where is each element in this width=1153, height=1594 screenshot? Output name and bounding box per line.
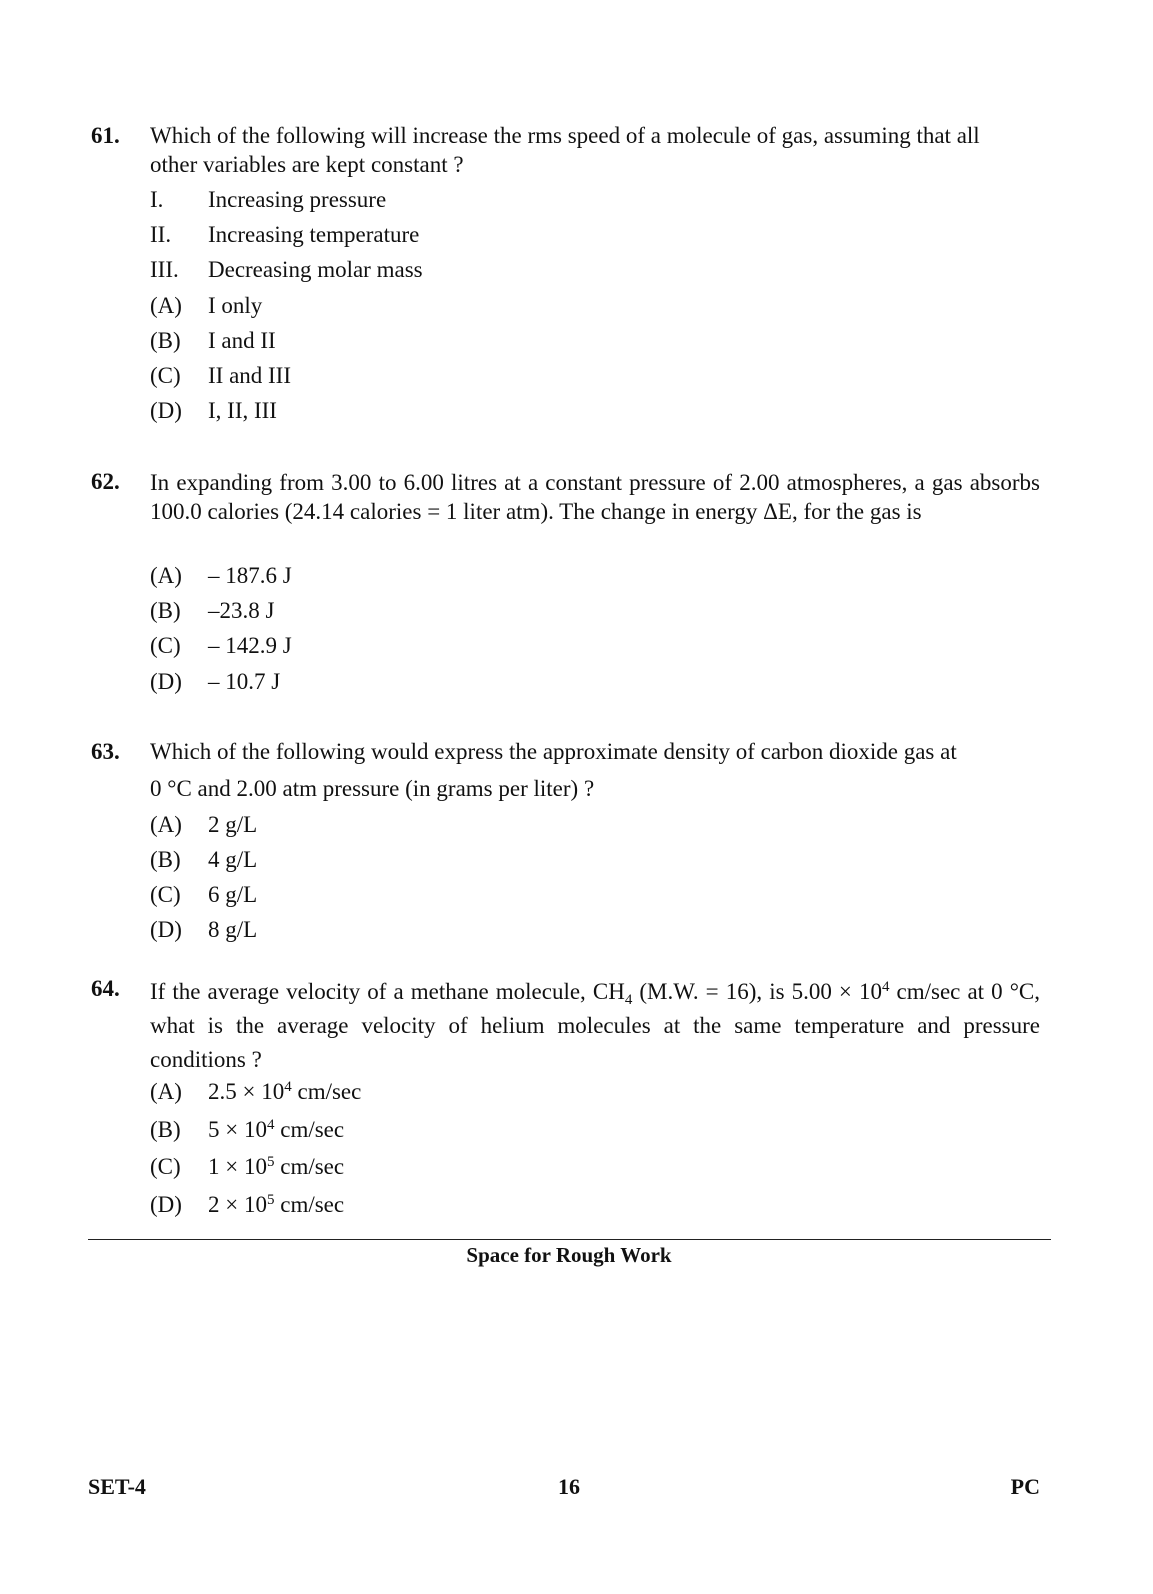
option-exponent: 4 xyxy=(284,1079,292,1095)
stem-text: cm/sec at 0 °C, what is the average velocity of helium molecules at the same temperature and pressure conditions ? xyxy=(150,979,1040,1072)
option-d xyxy=(150,397,277,426)
option-a xyxy=(150,562,292,591)
option-label: (D) xyxy=(150,669,182,694)
stem-superscript: 4 xyxy=(881,979,890,995)
option-c xyxy=(150,362,291,391)
option-c xyxy=(150,881,257,910)
statement-text: Decreasing molar mass xyxy=(208,257,423,282)
option-text: I and II xyxy=(208,328,276,353)
option-unit: cm/sec xyxy=(291,1079,362,1104)
option-label: (C) xyxy=(150,1154,181,1179)
option-label: (C) xyxy=(150,363,181,388)
statement-item xyxy=(150,256,423,285)
option-d xyxy=(150,668,280,697)
option-label: (A) xyxy=(150,293,182,318)
divider-rule xyxy=(88,1239,1051,1240)
option-text: –23.8 J xyxy=(208,598,275,623)
option-text: II and III xyxy=(208,363,292,388)
option-text: – 187.6 J xyxy=(208,563,292,588)
option-label: (D) xyxy=(150,1192,182,1217)
option-a xyxy=(150,811,257,840)
option-label: (A) xyxy=(150,812,182,837)
option-unit: cm/sec xyxy=(274,1192,345,1217)
question-stem: In expanding from 3.00 to 6.00 litres at a constant pressure of 2.00 atmospheres, a gas absorbs 100.0 calories (24.14 calories = 1 liter atm). The change in energy ΔE, for the gas is xyxy=(150,470,1040,524)
statement-label: I. xyxy=(150,187,164,212)
option-text: – 10.7 J xyxy=(208,669,281,694)
question-number: 64. xyxy=(91,976,120,1001)
option-unit: cm/sec xyxy=(274,1154,345,1179)
option-text: 8 g/L xyxy=(208,917,258,942)
option-label: (A) xyxy=(150,1079,182,1104)
option-exponent: 4 xyxy=(266,1117,275,1133)
option-text: 2 g/L xyxy=(208,812,258,837)
option-c xyxy=(150,1153,344,1182)
option-a xyxy=(150,292,262,321)
question-stem-line: Which of the following would express the approximate density of carbon dioxide gas at xyxy=(150,739,957,764)
option-base: 5 × 10 xyxy=(208,1117,267,1142)
footer-code: PC xyxy=(1010,1474,1040,1499)
option-a xyxy=(150,1078,361,1107)
footer-page-number: 16 xyxy=(558,1474,580,1499)
question-stem-line: 0 °C and 2.00 atm pressure (in grams per liter) ? xyxy=(150,776,595,801)
statement-label: III. xyxy=(150,257,179,282)
option-label: (C) xyxy=(150,633,181,658)
option-label: (B) xyxy=(150,1117,181,1142)
option-d xyxy=(150,1191,344,1220)
question-number: 63. xyxy=(91,739,120,764)
rough-work-label: Space for Rough Work xyxy=(466,1243,672,1267)
option-label: (A) xyxy=(150,563,182,588)
footer-set: SET-4 xyxy=(88,1474,146,1499)
option-text: 6 g/L xyxy=(208,882,258,907)
question-number: 62. xyxy=(91,469,120,494)
option-label: (D) xyxy=(150,398,182,423)
option-b xyxy=(150,597,274,626)
question-stem-line: Which of the following will increase the rms speed of a molecule of gas, assuming that all xyxy=(150,123,980,148)
statement-text: Increasing temperature xyxy=(208,222,420,247)
option-label: (D) xyxy=(150,917,182,942)
stem-text: If the average velocity of a methane molecule, CH xyxy=(150,979,625,1004)
question-stem xyxy=(150,975,1040,1077)
option-d xyxy=(150,916,257,945)
option-base: 1 × 10 xyxy=(208,1154,267,1179)
statement-label: II. xyxy=(150,222,172,247)
option-label: (B) xyxy=(150,598,181,623)
question-number: 61. xyxy=(91,123,120,148)
option-text: I, II, III xyxy=(208,398,277,423)
statement-item xyxy=(150,221,419,250)
option-b xyxy=(150,846,257,875)
stem-text: (M.W. = 16), is 5.00 × 10 xyxy=(632,979,882,1004)
option-label: (B) xyxy=(150,328,181,353)
option-base: 2 × 10 xyxy=(208,1192,267,1217)
option-text: – 142.9 J xyxy=(208,633,292,658)
option-b xyxy=(150,327,276,356)
statement-item xyxy=(150,186,386,215)
option-text: I only xyxy=(208,293,263,318)
option-exponent: 5 xyxy=(266,1154,275,1170)
option-label: (B) xyxy=(150,847,181,872)
question-stem-line: other variables are kept constant ? xyxy=(150,152,464,177)
option-c xyxy=(150,632,292,661)
statement-text: Increasing pressure xyxy=(208,187,387,212)
option-unit: cm/sec xyxy=(274,1117,345,1142)
option-exponent: 5 xyxy=(266,1192,275,1208)
option-text: 4 g/L xyxy=(208,847,258,872)
option-label: (C) xyxy=(150,882,181,907)
option-b xyxy=(150,1116,344,1145)
option-base: 2.5 × 10 xyxy=(208,1079,285,1104)
stem-subscript: 4 xyxy=(624,992,633,1008)
